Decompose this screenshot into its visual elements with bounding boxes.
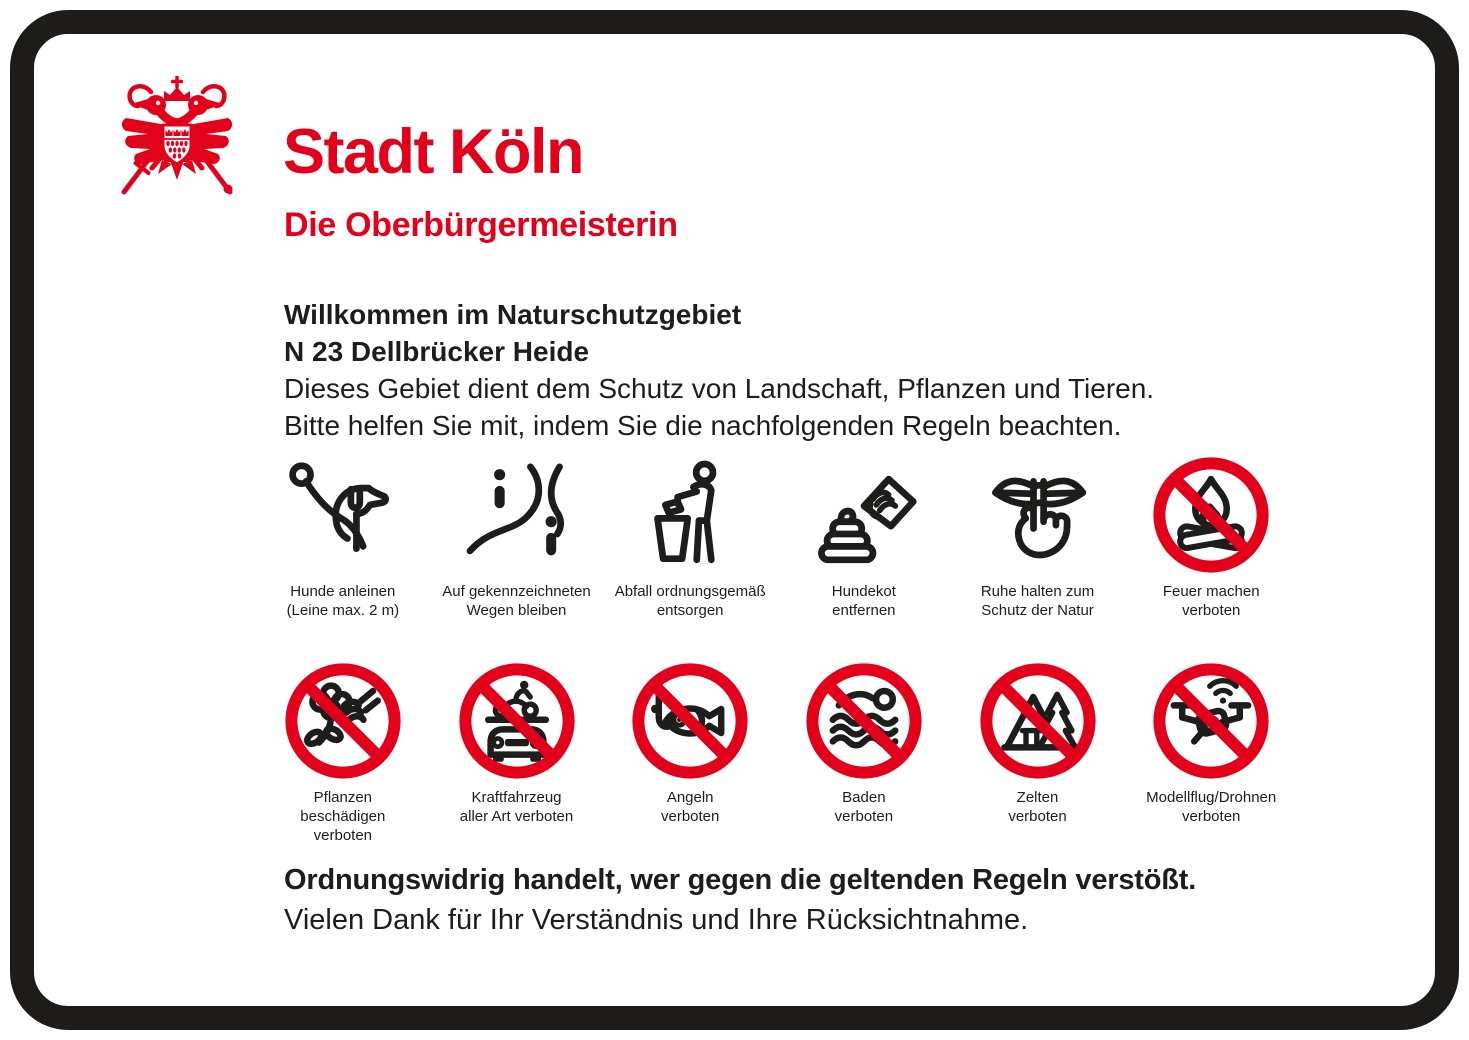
rule-label: Abfall ordnungsgemäß entsorgen: [614, 583, 766, 619]
no-fire-icon: [1151, 455, 1271, 575]
footer-text: [284, 860, 1196, 940]
rule-label: Zelten verboten: [1008, 789, 1067, 825]
rule-label: Ruhe halten zum Schutz der Natur: [980, 583, 1095, 619]
rule-quiet: [951, 452, 1125, 620]
no-drone-icon: [1151, 661, 1271, 781]
page-subtitle: Die Oberbürgermeisterin: [284, 206, 678, 244]
intro-body-line1: Dieses Gebiet dient dem Schutz von Landschaft, Pflanzen und Tieren.: [284, 373, 1155, 404]
rules-row-1: [256, 452, 1298, 620]
rules-row-2: [256, 658, 1298, 845]
rule-label: Kraftfahrzeug aller Art verboten: [459, 789, 574, 825]
rule-label: Modellflug/Drohnen verboten: [1146, 789, 1277, 825]
rule-no-drones: [1124, 658, 1298, 845]
rule-label: Hunde anleinen (Leine max. 2 m): [286, 583, 400, 619]
quiet-icon: [982, 459, 1094, 571]
rule-dog-waste: [777, 452, 951, 620]
rule-label: Angeln verboten: [660, 789, 720, 825]
rule-no-fire: [1124, 452, 1298, 620]
rule-waste-disposal: [603, 452, 777, 620]
intro-body-line2: Bitte helfen Sie mit, indem Sie die nachfolgenden Regeln beachten.: [284, 410, 1122, 441]
rule-dog-leash: [256, 452, 430, 620]
no-plant-damage-icon: [283, 661, 403, 781]
rule-marked-trails: [430, 452, 604, 620]
rule-no-swimming: [777, 658, 951, 845]
rule-no-camping: [951, 658, 1125, 845]
dog-leash-icon: [287, 459, 399, 571]
waste-disposal-icon: [634, 459, 746, 571]
footer-regular-line: Vielen Dank für Ihr Verständnis und Ihre Rücksichtnahme.: [284, 904, 1029, 936]
stadt-koeln-logo-icon: [118, 76, 236, 202]
marked-trail-icon: [461, 459, 573, 571]
no-camping-icon: [978, 661, 1098, 781]
no-fishing-icon: [630, 661, 750, 781]
rule-label: Auf gekennzeichneten Wegen bleiben: [442, 583, 591, 619]
rule-no-fishing: [603, 658, 777, 845]
no-swimming-icon: [804, 661, 924, 781]
rule-label: Hundekot entfernen: [831, 583, 896, 619]
intro-heading-line1: Willkommen im Naturschutzgebiet: [284, 299, 742, 330]
page-title: Stadt Köln: [283, 117, 583, 187]
intro-text: [284, 296, 1154, 444]
rule-no-motor-vehicles: [430, 658, 604, 845]
dog-waste-icon: [808, 459, 920, 571]
no-motor-vehicles-icon: [457, 661, 577, 781]
rule-label: Baden verboten: [834, 789, 894, 825]
intro-heading-line2: N 23 Dellbrücker Heide: [284, 336, 590, 367]
rule-label: Feuer machen verboten: [1162, 583, 1260, 619]
rule-no-plant-damage: [256, 658, 430, 845]
footer-bold-line: Ordnungswidrig handelt, wer gegen die geltenden Regeln verstößt.: [284, 864, 1197, 896]
rule-label: Pflanzen beschädigen verboten: [300, 789, 386, 844]
